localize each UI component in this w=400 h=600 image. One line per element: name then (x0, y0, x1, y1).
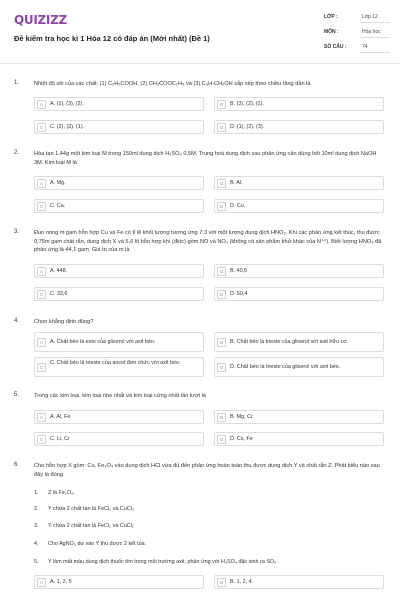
option-text: D. Chất béo là trieste của glixerol với axit béo. (230, 364, 341, 370)
statement-text: Y làm mất màu dung dịch thuốc tím trong môi trường axit, phản ứng với H₂SO₄ đặc sinh ra SO₂. (48, 559, 278, 565)
option-text: B. Al. (230, 180, 243, 186)
option-b[interactable] (214, 97, 384, 111)
worksheet-title: Đề kiểm tra học kì 1 Hóa 12 có đáp án (Mới nhất) (Đề 1) (14, 34, 210, 43)
option-a[interactable] (34, 575, 204, 589)
option-text: D. 50,4 (230, 291, 248, 297)
question-text: Hòa tan 1,44g một kim loại M trong 150ml dung dịch H₂SO₄ 0,5M. Trung hoà dung dịch sau phản ứng cần dùng hết 10ml dung dịch NaOH 3M. Kim loại M là (34, 151, 377, 166)
worksheet-header (0, 0, 400, 64)
option-b[interactable] (214, 410, 384, 424)
option-letter: A (37, 267, 46, 276)
statement-text: Cho AgNO₃ dư vào Y thu được 2 kết tủa. (48, 541, 147, 547)
option-letter: C (37, 290, 46, 299)
option-b[interactable] (214, 575, 384, 589)
option-text: A. Mg. (50, 180, 66, 186)
meta-subject-label: MÔN : (324, 29, 339, 35)
meta-count-value: 74 (362, 44, 368, 50)
meta-class (324, 14, 390, 23)
option-letter: A (37, 578, 46, 587)
option-a[interactable] (34, 332, 204, 352)
option-d[interactable] (214, 287, 384, 301)
option-d[interactable] (214, 120, 384, 134)
option-text: C. (2), (3), (1). (50, 124, 85, 130)
question-number: 2. (14, 150, 20, 156)
option-text: C. Li, Cr (50, 436, 70, 442)
question-text: Nhiệt độ sôi của các chất: (1) C₂H₅COOH, (2) CH₃COOC₂H₅ và (3) C₃H₇CH₂OH sắp xếp theo chiều tăng dần là (34, 81, 311, 87)
option-a[interactable] (34, 97, 204, 111)
question-number: 1. (14, 80, 20, 86)
statement-number: 1. (34, 490, 39, 496)
statement-text: Y chứa 2 chất tan là FeCl₂ và CuCl₂ (48, 523, 134, 529)
option-letter: A (37, 100, 46, 109)
option-letter: B (217, 267, 226, 276)
question-number: 6. (14, 462, 20, 468)
option-a[interactable] (34, 410, 204, 424)
option-letter: C (37, 202, 46, 211)
option-d[interactable] (214, 432, 384, 446)
statement-number: 3. (34, 523, 39, 529)
statement-number: 2. (34, 506, 39, 512)
option-text: B. (3), (2), (1). (230, 101, 264, 107)
option-letter: B (217, 338, 226, 347)
question-text: Cho hỗn hợp X gồm: Cu, Fe₃O₄ vào dung dịch HCl vừa đủ đến phản ứng hoàn toàn thu được dung dịch Y và chất rắn Z. Phát biểu nào sau đây là đúng (34, 463, 380, 478)
option-c[interactable] (34, 287, 204, 301)
option-text: C. Chất béo là trieste của ancol đơn chức với axit béo. (50, 360, 181, 366)
option-text: B. 1, 2, 4. (230, 579, 254, 585)
option-letter: D (217, 290, 226, 299)
option-letter: D (217, 435, 226, 444)
option-text: D. Cu. (230, 203, 246, 209)
question-text: Chọn khẳng định đúng? (34, 319, 94, 325)
option-c[interactable] (34, 357, 204, 377)
question-number: 5. (14, 392, 20, 398)
question-number: 3. (14, 229, 20, 235)
option-text: A. 1, 2, 5 (50, 579, 72, 585)
question-number: 4. (14, 318, 20, 324)
statement-number: 5. (34, 559, 39, 565)
option-text: B. Mg, Cr (230, 414, 253, 420)
statement-number: 4. (34, 541, 39, 547)
option-letter: D (217, 363, 226, 372)
option-letter: B (217, 578, 226, 587)
option-d[interactable] (214, 357, 384, 377)
meta-subject-value: Hóa học (362, 29, 381, 35)
option-b[interactable] (214, 332, 384, 352)
option-letter: D (217, 123, 226, 132)
option-text: B. 40,5 (230, 268, 248, 274)
divider (360, 37, 390, 38)
question-text: Trong các kim loại, kim loại nhẹ nhất và kim loại cứng nhất lần lượt là (34, 393, 207, 399)
option-text: D. (1), (2), (3). (230, 124, 265, 130)
option-text: A. Al, Fe (50, 414, 71, 420)
option-text: C. Ca. (50, 203, 66, 209)
divider (360, 22, 390, 23)
option-letter: A (37, 179, 46, 188)
question-text: Đun nóng m gam hỗn hợp Cu và Fe có tỉ lệ khối lượng tương ứng 7:3 với một lượng dung dịch HNO₃. Khi các phản ứng kết thúc, thu được 0,75m gam chất rắn, dung dịch X và 5,6 lít hỗn hợp khí (đktc) gồm NO và NO₂ (không có sản phẩm khử khác của N⁺⁵). Biết lượng HNO₃ đã phản ứng là 44,1 gam. Giá trị của m là (34, 230, 382, 253)
option-text: A. (1), (3), (2). (50, 101, 84, 107)
option-text: A. 448. (50, 268, 68, 274)
option-text: B. Chất béo là trieste của glixerol với axit hữu cơ. (230, 339, 349, 345)
meta-count-label: SỐ CÂU : (324, 44, 347, 50)
option-b[interactable] (214, 264, 384, 278)
option-letter: C (37, 435, 46, 444)
quizizz-logo: QUIZIZZ (14, 13, 67, 27)
option-letter: B (217, 179, 226, 188)
option-letter: B (217, 413, 226, 422)
option-text: D. Cs, Fe (230, 436, 253, 442)
option-letter: B (217, 100, 226, 109)
divider (360, 52, 390, 53)
meta-class-value: Lớp 12 (362, 14, 378, 20)
option-letter: D (217, 202, 226, 211)
meta-count (324, 44, 390, 53)
option-c[interactable] (34, 199, 204, 213)
option-a[interactable] (34, 264, 204, 278)
option-b[interactable] (214, 176, 384, 190)
option-letter: A (37, 338, 46, 347)
statement-text: Y chứa 2 chất tan là FeCl₃ và CuCl₂ (48, 506, 134, 512)
meta-subject (324, 29, 390, 38)
option-text: A. Chất béo là este của glixerol với axit béo. (50, 339, 156, 345)
option-d[interactable] (214, 199, 384, 213)
option-c[interactable] (34, 120, 204, 134)
statement-text: Z là Fe₃O₄. (48, 490, 75, 496)
option-text: C. 33,6 (50, 291, 68, 297)
meta-class-label: LỚP : (324, 14, 338, 20)
option-letter: A (37, 413, 46, 422)
option-a[interactable] (34, 176, 204, 190)
option-letter: C (37, 363, 46, 372)
option-c[interactable] (34, 432, 204, 446)
option-letter: C (37, 123, 46, 132)
